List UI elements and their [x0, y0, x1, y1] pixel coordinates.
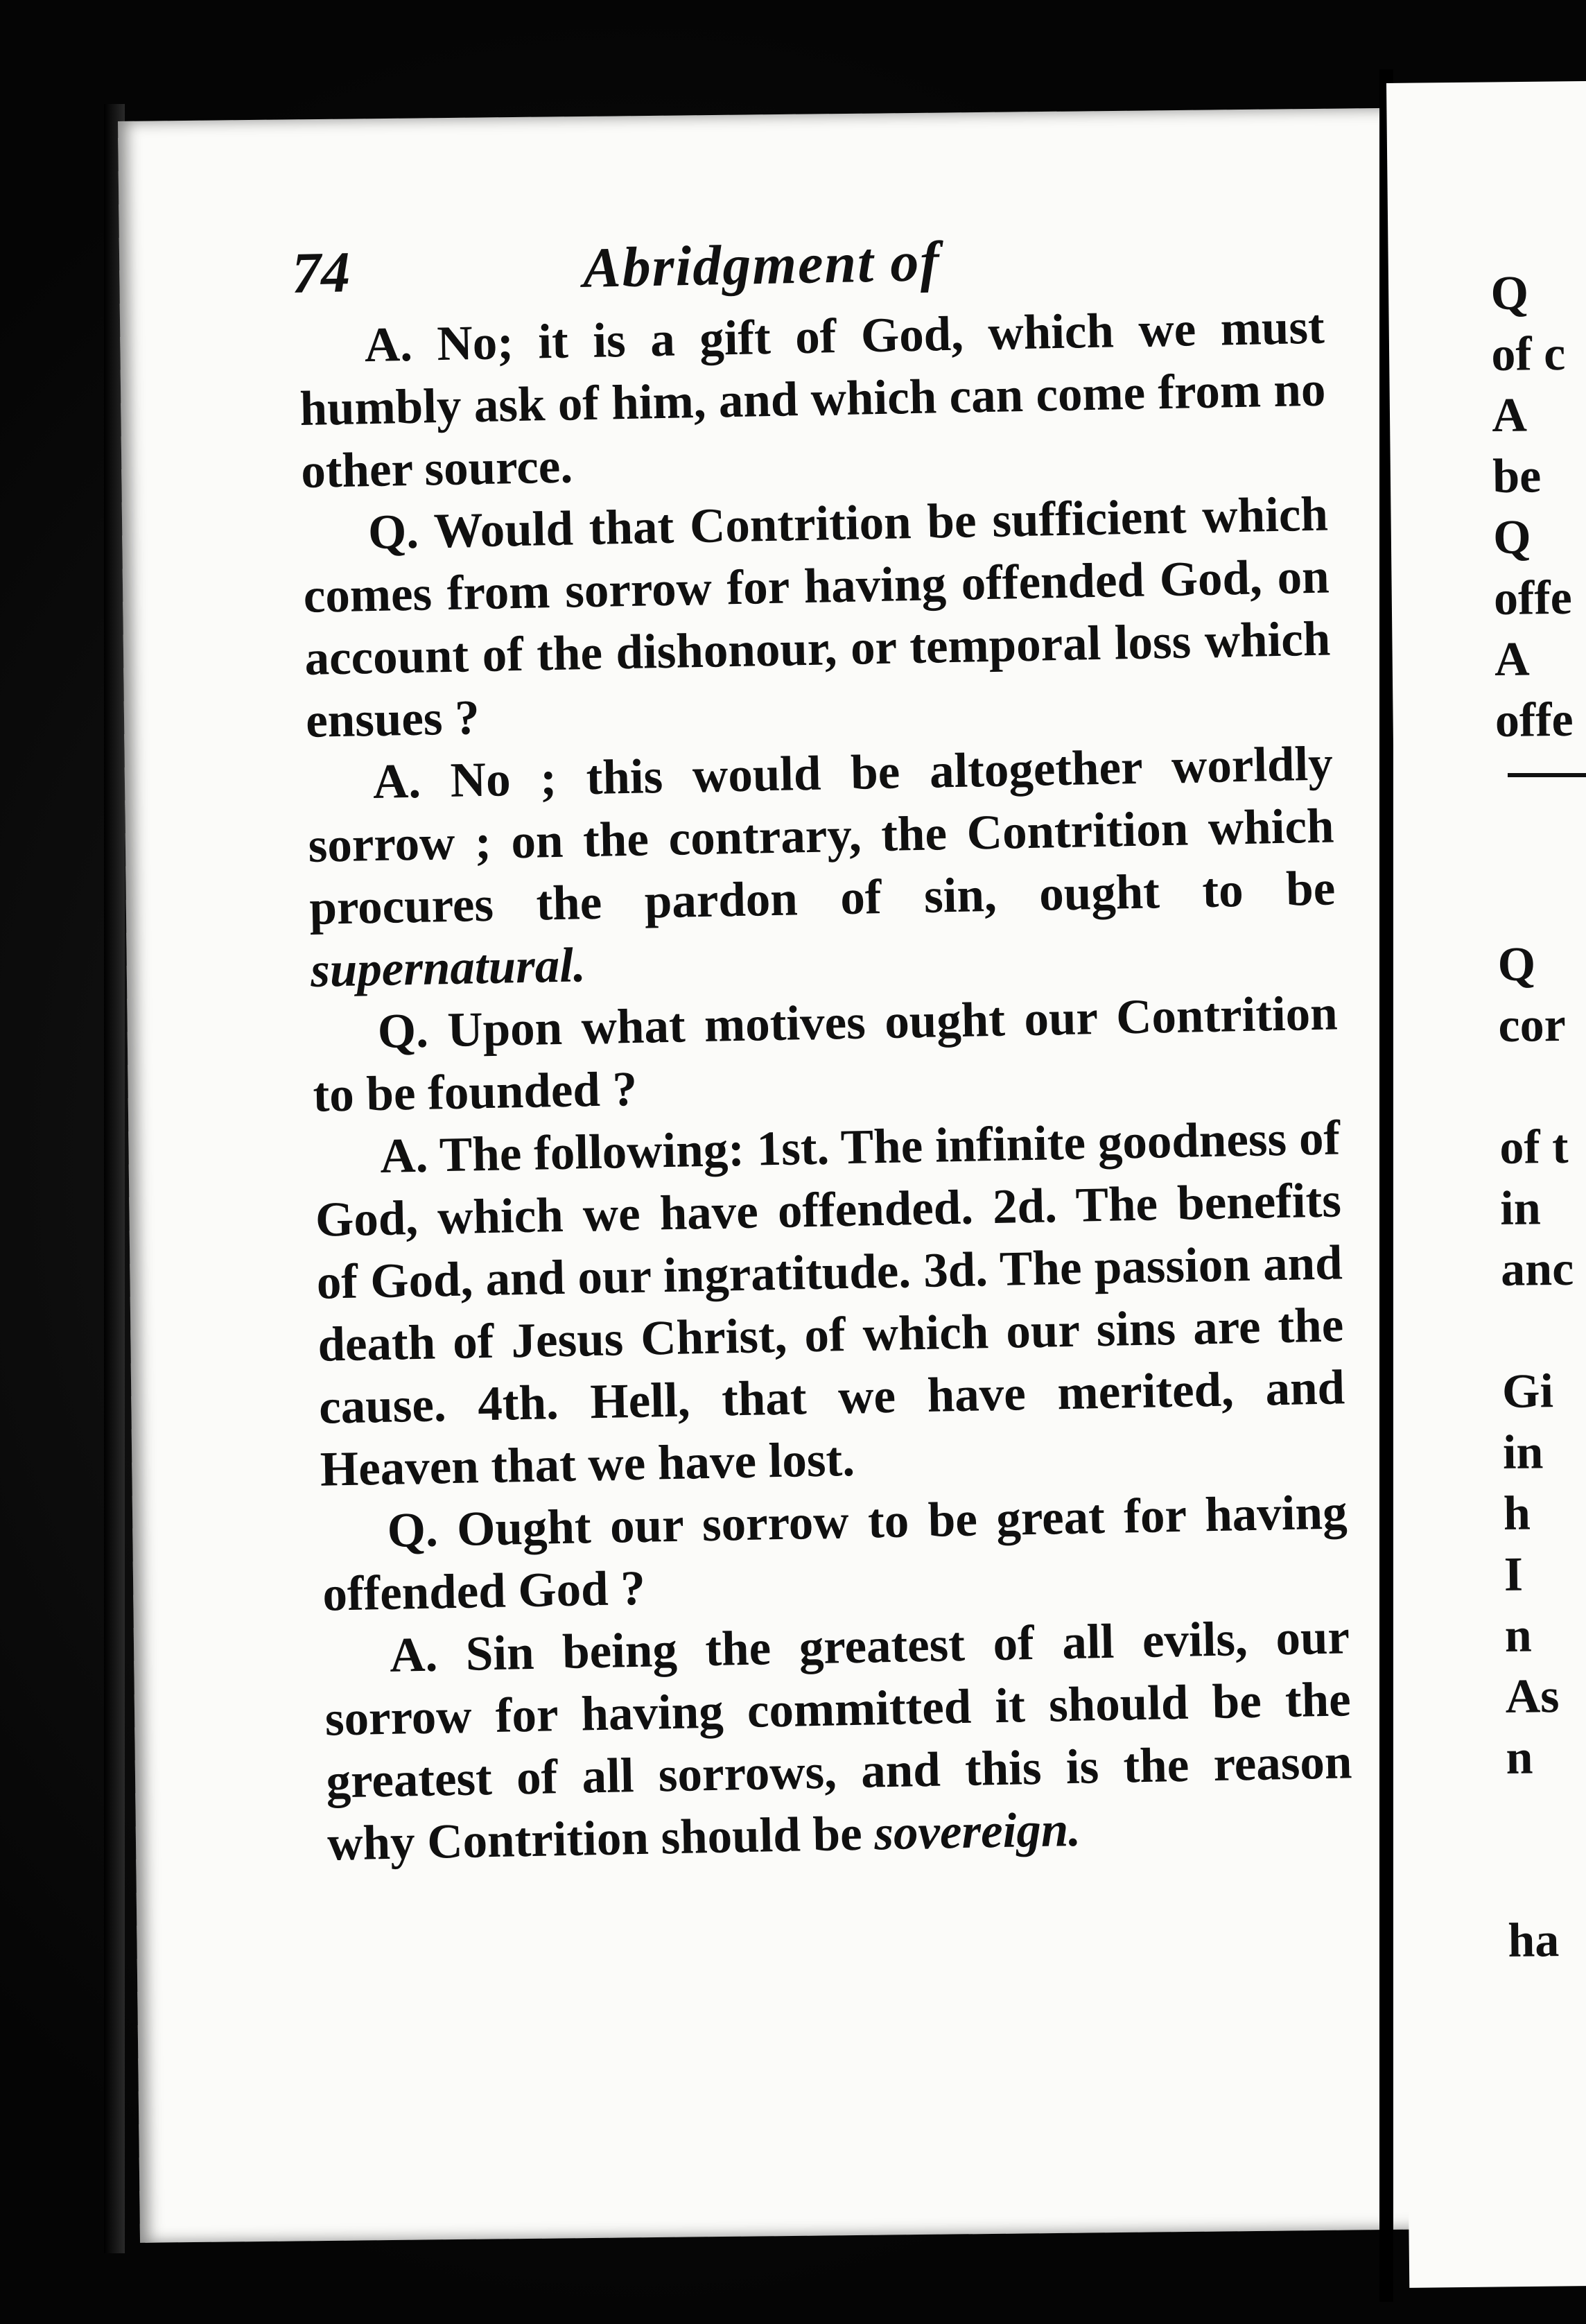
body-text [298, 296, 1354, 1875]
paragraph-answer-4: A. Sin being the greatest of all evils, our sorrow for having committed it should be the greatest of all sorrows, and this is the reason why Contrition should be sovereign. [324, 1610, 1353, 1871]
paragraph-answer-2: A. No ; this would be altogether worldly sorrow ; on the contrary, the Contrition which procures the pardon of sin, ought to be supernatural. [307, 736, 1336, 998]
paragraph-question-4: Q. Ought our sorrow to be great for having offended God ? [322, 1485, 1348, 1622]
paragraph-question-2: Q. Would that Contrition be sufficient which comes from sorrow for having offended God, on account of the dishonour, or temporal loss which ensues ? [303, 487, 1331, 748]
running-head: Abridgment of [582, 229, 941, 300]
emphasis-word: sovereign. [873, 1802, 1081, 1861]
right-page-fragments: Q of c A be Q offe A offe Q cor of t in anc Gi in h I n As n ha [1490, 266, 1574, 1968]
paragraph-answer-1: A. No; it is a gift of God, which we must humbly ask of him, and which can come from no other source. [299, 300, 1327, 498]
page-number: 74 [291, 240, 351, 306]
paragraph-question-3: Q. Upon what motives ought our Contrition to be founded ? [312, 986, 1339, 1122]
paragraph-answer-3: A. The following: 1st. The infinite goodness of God, which we have offended. 2d. The benefits of God, and our ingratitude. 3d. The passion and death of Jesus Christ, of which our sins are the cause. 4th. Hell, that we have merited, and Heaven that we have lost. [315, 1111, 1345, 1497]
emphasis-word: supernatural. [310, 938, 586, 998]
